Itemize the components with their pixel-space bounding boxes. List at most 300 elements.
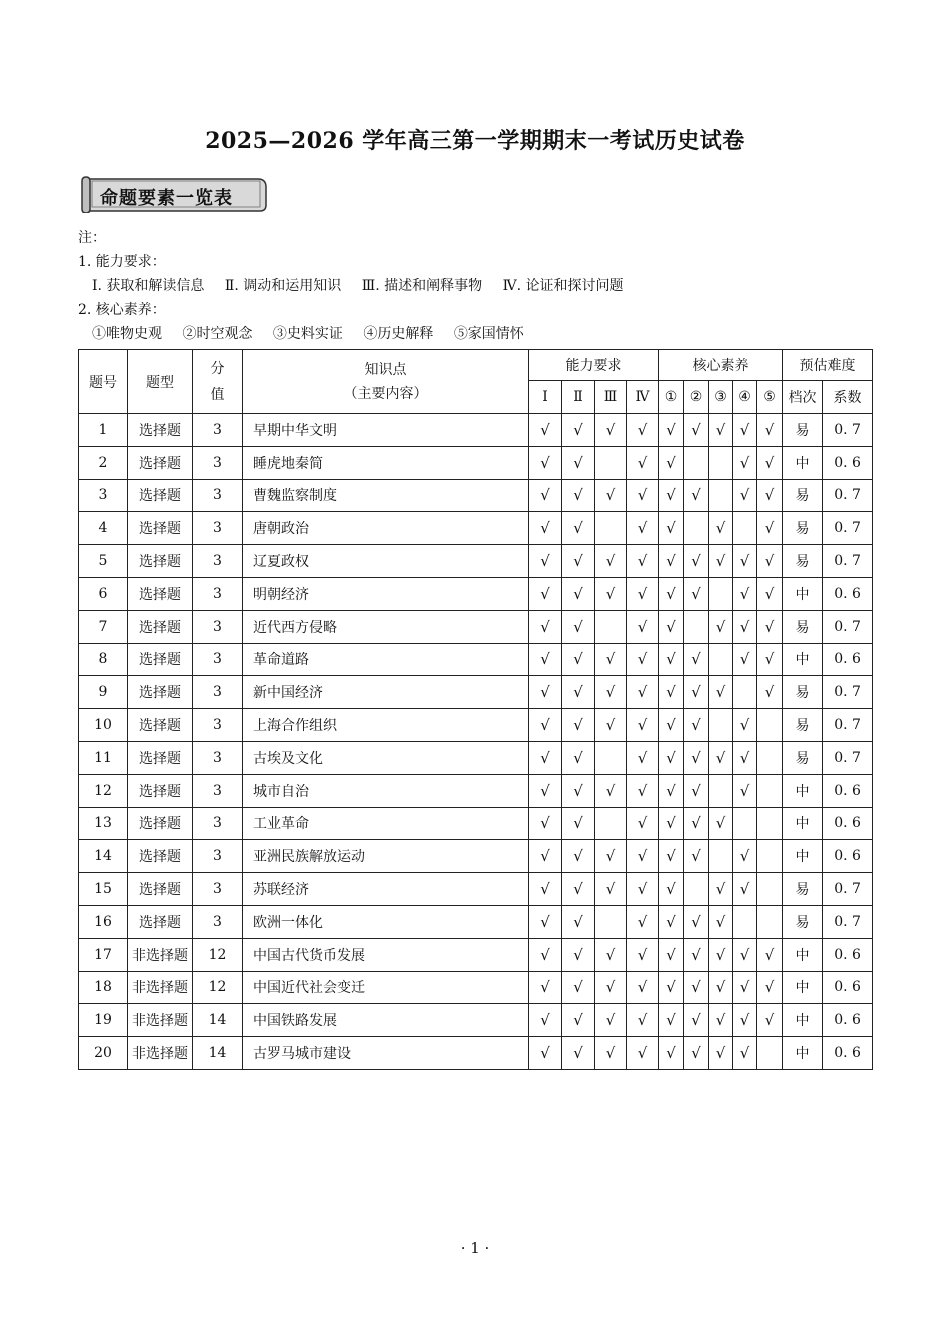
cell-literacy-check: √: [659, 512, 684, 545]
cell-coef: 0. 6: [823, 840, 873, 873]
table-row: [79, 774, 873, 807]
cell-literacy-check: √: [757, 938, 783, 971]
cell-type: 选择题: [128, 577, 193, 610]
cell-ability-check: √: [595, 479, 627, 512]
cell-literacy-check: √: [684, 905, 709, 938]
cell-literacy-check: √: [733, 1004, 757, 1037]
cell-ability-check: √: [562, 873, 595, 906]
cell-literacy-check: √: [757, 414, 783, 447]
cell-number: 20: [79, 1037, 128, 1070]
cell-literacy-check: √: [757, 643, 783, 676]
cell-literacy-check: [733, 512, 757, 545]
cell-topic: 唐朝政治: [243, 512, 529, 545]
cell-ability-check: √: [529, 840, 562, 873]
cell-literacy-check: √: [733, 938, 757, 971]
cell-literacy-check: √: [684, 938, 709, 971]
literacy-item: ⑤家国情怀: [453, 326, 524, 342]
cell-literacy-check: √: [709, 414, 733, 447]
cell-coef: 0. 6: [823, 1004, 873, 1037]
cell-score: 3: [193, 840, 243, 873]
cell-ability-check: √: [562, 414, 595, 447]
cell-ability-check: √: [529, 971, 562, 1004]
cell-ability-check: √: [529, 577, 562, 610]
cell-literacy-check: √: [757, 446, 783, 479]
cell-ability-check: √: [562, 1004, 595, 1037]
cell-ability-check: [595, 807, 627, 840]
cell-literacy-check: √: [757, 577, 783, 610]
cell-coef: 0. 6: [823, 643, 873, 676]
cell-literacy-check: √: [709, 741, 733, 774]
header-difficulty: 预估难度: [783, 350, 873, 381]
cell-ability-check: [595, 512, 627, 545]
cell-literacy-check: √: [709, 676, 733, 709]
cell-score: 3: [193, 807, 243, 840]
cell-literacy-check: [709, 643, 733, 676]
cell-literacy-check: √: [659, 905, 684, 938]
cell-topic: 中国铁路发展: [243, 1004, 529, 1037]
header-level: 档次: [783, 381, 823, 414]
cell-type: 非选择题: [128, 1004, 193, 1037]
cell-level: 中: [783, 971, 823, 1004]
cell-ability-check: √: [562, 971, 595, 1004]
literacy-item: ④历史解释: [363, 326, 434, 342]
cell-topic: 革命道路: [243, 643, 529, 676]
table-row: [79, 938, 873, 971]
cell-ability-check: √: [562, 676, 595, 709]
cell-coef: 0. 7: [823, 676, 873, 709]
cell-ability-check: √: [627, 905, 659, 938]
cell-literacy-check: √: [733, 545, 757, 578]
banner-label: 命题要素一览表: [100, 188, 233, 209]
cell-type: 选择题: [128, 414, 193, 447]
cell-literacy-check: [684, 446, 709, 479]
cell-score: 3: [193, 643, 243, 676]
cell-literacy-check: √: [709, 873, 733, 906]
cell-score: 3: [193, 512, 243, 545]
cell-literacy-check: [757, 807, 783, 840]
cell-type: 选择题: [128, 446, 193, 479]
cell-number: 16: [79, 905, 128, 938]
cell-level: 易: [783, 709, 823, 742]
cell-ability-check: [595, 610, 627, 643]
cell-literacy-check: √: [659, 873, 684, 906]
cell-literacy-check: [709, 577, 733, 610]
cell-ability-check: √: [562, 709, 595, 742]
cell-literacy-check: [757, 873, 783, 906]
cell-literacy-check: [757, 840, 783, 873]
cell-ability-check: √: [627, 971, 659, 1004]
cell-literacy-check: √: [659, 807, 684, 840]
cell-ability-check: √: [627, 1004, 659, 1037]
ability-heading: 1. 能力要求：: [78, 254, 166, 270]
cell-literacy-check: [684, 512, 709, 545]
cell-number: 4: [79, 512, 128, 545]
cell-number: 3: [79, 479, 128, 512]
cell-literacy-check: [733, 905, 757, 938]
cell-ability-check: √: [627, 512, 659, 545]
exam-elements-table: [78, 349, 873, 1070]
cell-topic: 工业革命: [243, 807, 529, 840]
cell-ability-check: √: [529, 610, 562, 643]
cell-literacy-check: √: [709, 545, 733, 578]
table-row: [79, 414, 873, 447]
table-body: [79, 414, 873, 1070]
cell-score: 3: [193, 577, 243, 610]
cell-score: 12: [193, 971, 243, 1004]
cell-level: 中: [783, 643, 823, 676]
cell-literacy-check: √: [709, 1004, 733, 1037]
cell-coef: 0. 6: [823, 938, 873, 971]
cell-coef: 0. 7: [823, 709, 873, 742]
cell-type: 选择题: [128, 873, 193, 906]
header-literacy-col: ④: [733, 381, 757, 414]
cell-literacy-check: √: [709, 807, 733, 840]
header-ability-col: Ⅰ: [529, 381, 562, 414]
cell-topic: 明朝经济: [243, 577, 529, 610]
header-literacy-col: ①: [659, 381, 684, 414]
cell-ability-check: √: [529, 446, 562, 479]
header-ability-col: Ⅳ: [627, 381, 659, 414]
cell-coef: 0. 7: [823, 512, 873, 545]
cell-literacy-check: √: [684, 643, 709, 676]
cell-literacy-check: √: [659, 741, 684, 774]
cell-coef: 0. 7: [823, 741, 873, 774]
cell-topic: 上海合作组织: [243, 709, 529, 742]
cell-topic: 苏联经济: [243, 873, 529, 906]
table-row: [79, 610, 873, 643]
cell-literacy-check: [757, 741, 783, 774]
header-type: 题型: [128, 350, 193, 414]
cell-literacy-check: √: [684, 414, 709, 447]
cell-ability-check: √: [562, 938, 595, 971]
header-literacy: 核心素养: [659, 350, 783, 381]
header-topic-sub: （主要内容）: [343, 385, 428, 402]
cell-ability-check: √: [529, 643, 562, 676]
cell-topic: 欧洲一体化: [243, 905, 529, 938]
cell-ability-check: √: [562, 577, 595, 610]
header-topic: [243, 350, 529, 414]
cell-number: 7: [79, 610, 128, 643]
cell-score: 14: [193, 1037, 243, 1070]
cell-number: 17: [79, 938, 128, 971]
notes-section: [78, 226, 640, 346]
cell-number: 15: [79, 873, 128, 906]
cell-literacy-check: √: [757, 479, 783, 512]
cell-type: 选择题: [128, 512, 193, 545]
cell-type: 选择题: [128, 774, 193, 807]
cell-level: 易: [783, 545, 823, 578]
cell-type: 非选择题: [128, 1037, 193, 1070]
cell-ability-check: √: [627, 643, 659, 676]
header-number: 题号: [79, 350, 128, 414]
cell-literacy-check: √: [659, 414, 684, 447]
cell-level: 中: [783, 446, 823, 479]
cell-literacy-check: √: [684, 709, 709, 742]
cell-topic: 古埃及文化: [243, 741, 529, 774]
ability-list: [78, 274, 640, 298]
cell-ability-check: √: [627, 479, 659, 512]
cell-number: 12: [79, 774, 128, 807]
cell-type: 选择题: [128, 610, 193, 643]
cell-literacy-check: √: [733, 1037, 757, 1070]
cell-level: 易: [783, 512, 823, 545]
cell-literacy-check: √: [709, 512, 733, 545]
cell-literacy-check: √: [733, 774, 757, 807]
cell-type: 选择题: [128, 545, 193, 578]
cell-coef: 0. 7: [823, 545, 873, 578]
cell-level: 易: [783, 414, 823, 447]
cell-coef: 0. 6: [823, 971, 873, 1004]
cell-literacy-check: √: [659, 479, 684, 512]
cell-ability-check: √: [595, 545, 627, 578]
cell-literacy-check: [709, 446, 733, 479]
cell-ability-check: √: [529, 1037, 562, 1070]
cell-topic: 中国古代货币发展: [243, 938, 529, 971]
cell-score: 14: [193, 1004, 243, 1037]
table-row: [79, 840, 873, 873]
cell-ability-check: √: [595, 971, 627, 1004]
notes-label: 注：: [78, 230, 106, 246]
cell-literacy-check: √: [659, 774, 684, 807]
cell-literacy-check: √: [757, 1004, 783, 1037]
cell-literacy-check: √: [733, 577, 757, 610]
cell-score: 3: [193, 676, 243, 709]
ability-item: Ⅰ. 获取和解读信息: [92, 278, 205, 294]
table-row: [79, 741, 873, 774]
cell-ability-check: √: [627, 807, 659, 840]
cell-literacy-check: [757, 905, 783, 938]
table-row: [79, 676, 873, 709]
header-topic-label: 知识点: [364, 361, 407, 378]
cell-ability-check: √: [562, 741, 595, 774]
cell-ability-check: √: [529, 479, 562, 512]
cell-literacy-check: √: [733, 414, 757, 447]
cell-literacy-check: √: [684, 545, 709, 578]
cell-literacy-check: √: [684, 807, 709, 840]
cell-score: 3: [193, 610, 243, 643]
cell-ability-check: √: [595, 1037, 627, 1070]
cell-literacy-check: √: [709, 1037, 733, 1070]
cell-ability-check: √: [627, 545, 659, 578]
cell-literacy-check: √: [757, 545, 783, 578]
cell-literacy-check: √: [709, 938, 733, 971]
header-literacy-col: ⑤: [757, 381, 783, 414]
table-row: [79, 479, 873, 512]
table-row: [79, 971, 873, 1004]
cell-type: 选择题: [128, 709, 193, 742]
cell-ability-check: √: [562, 512, 595, 545]
cell-ability-check: √: [529, 545, 562, 578]
page-number: · 1 ·: [460, 1239, 490, 1257]
literacy-item: ③史料实证: [272, 326, 343, 342]
cell-level: 易: [783, 610, 823, 643]
cell-number: 13: [79, 807, 128, 840]
cell-ability-check: [595, 905, 627, 938]
cell-ability-check: √: [562, 610, 595, 643]
cell-ability-check: √: [627, 446, 659, 479]
cell-literacy-check: √: [757, 971, 783, 1004]
cell-literacy-check: √: [659, 643, 684, 676]
cell-ability-check: √: [627, 676, 659, 709]
cell-ability-check: √: [529, 905, 562, 938]
cell-topic: 中国近代社会变迁: [243, 971, 529, 1004]
cell-ability-check: √: [562, 1037, 595, 1070]
cell-literacy-check: [733, 676, 757, 709]
cell-type: 选择题: [128, 905, 193, 938]
cell-literacy-check: [684, 873, 709, 906]
cell-ability-check: √: [529, 741, 562, 774]
cell-level: 中: [783, 577, 823, 610]
cell-literacy-check: √: [684, 1004, 709, 1037]
cell-number: 9: [79, 676, 128, 709]
cell-type: 选择题: [128, 807, 193, 840]
cell-literacy-check: [757, 1037, 783, 1070]
cell-coef: 0. 7: [823, 414, 873, 447]
cell-literacy-check: √: [684, 1037, 709, 1070]
cell-level: 中: [783, 774, 823, 807]
cell-ability-check: √: [595, 938, 627, 971]
cell-number: 1: [79, 414, 128, 447]
cell-ability-check: √: [595, 709, 627, 742]
table-row: [79, 577, 873, 610]
cell-ability-check: [595, 446, 627, 479]
cell-literacy-check: [709, 840, 733, 873]
cell-ability-check: √: [595, 774, 627, 807]
cell-ability-check: √: [562, 774, 595, 807]
cell-ability-check: √: [595, 643, 627, 676]
cell-level: 易: [783, 873, 823, 906]
cell-literacy-check: √: [659, 1004, 684, 1037]
table-row: [79, 1004, 873, 1037]
cell-literacy-check: √: [659, 1037, 684, 1070]
cell-score: 3: [193, 774, 243, 807]
cell-type: 非选择题: [128, 938, 193, 971]
cell-number: 5: [79, 545, 128, 578]
cell-literacy-check: √: [684, 577, 709, 610]
cell-coef: 0. 6: [823, 446, 873, 479]
cell-ability-check: √: [595, 577, 627, 610]
header-ability-col: Ⅱ: [562, 381, 595, 414]
table-row: [79, 905, 873, 938]
literacy-heading: 2. 核心素养：: [78, 302, 166, 318]
cell-ability-check: √: [529, 873, 562, 906]
cell-coef: 0. 6: [823, 577, 873, 610]
cell-literacy-check: √: [757, 676, 783, 709]
cell-literacy-check: √: [659, 840, 684, 873]
cell-ability-check: √: [627, 840, 659, 873]
cell-literacy-check: √: [733, 610, 757, 643]
cell-level: 易: [783, 676, 823, 709]
cell-score: 3: [193, 479, 243, 512]
cell-score: 3: [193, 545, 243, 578]
cell-topic: 早期中华文明: [243, 414, 529, 447]
cell-literacy-check: [757, 774, 783, 807]
cell-literacy-check: [709, 479, 733, 512]
cell-type: 非选择题: [128, 971, 193, 1004]
cell-coef: 0. 7: [823, 873, 873, 906]
header-ability-col: Ⅲ: [595, 381, 627, 414]
cell-ability-check: √: [562, 545, 595, 578]
cell-ability-check: √: [595, 1004, 627, 1037]
cell-literacy-check: √: [709, 905, 733, 938]
cell-literacy-check: √: [684, 774, 709, 807]
cell-literacy-check: √: [733, 709, 757, 742]
cell-ability-check: √: [562, 905, 595, 938]
cell-ability-check: √: [529, 774, 562, 807]
cell-level: 易: [783, 905, 823, 938]
cell-literacy-check: √: [757, 610, 783, 643]
cell-level: 中: [783, 1037, 823, 1070]
literacy-list: [78, 322, 640, 346]
cell-ability-check: √: [562, 479, 595, 512]
cell-type: 选择题: [128, 840, 193, 873]
cell-ability-check: √: [529, 709, 562, 742]
cell-ability-check: √: [595, 840, 627, 873]
cell-score: 3: [193, 446, 243, 479]
cell-ability-check: √: [595, 414, 627, 447]
cell-ability-check: √: [529, 938, 562, 971]
cell-topic: 辽夏政权: [243, 545, 529, 578]
cell-literacy-check: √: [659, 971, 684, 1004]
cell-coef: 0. 7: [823, 905, 873, 938]
cell-ability-check: √: [627, 873, 659, 906]
header-coef: 系数: [823, 381, 873, 414]
cell-number: 8: [79, 643, 128, 676]
cell-literacy-check: √: [659, 577, 684, 610]
cell-topic: 新中国经济: [243, 676, 529, 709]
ability-item: Ⅱ. 调动和运用知识: [224, 278, 342, 294]
cell-coef: 0. 6: [823, 774, 873, 807]
cell-literacy-check: √: [733, 971, 757, 1004]
cell-ability-check: √: [595, 873, 627, 906]
cell-ability-check: √: [627, 414, 659, 447]
cell-ability-check: √: [627, 1037, 659, 1070]
cell-ability-check: √: [627, 610, 659, 643]
cell-score: 3: [193, 741, 243, 774]
cell-literacy-check: √: [733, 643, 757, 676]
cell-literacy-check: √: [659, 446, 684, 479]
cell-literacy-check: [733, 807, 757, 840]
cell-literacy-check: √: [659, 545, 684, 578]
cell-ability-check: √: [529, 676, 562, 709]
cell-literacy-check: √: [684, 676, 709, 709]
cell-literacy-check: √: [757, 512, 783, 545]
cell-ability-check: √: [595, 676, 627, 709]
cell-literacy-check: √: [733, 840, 757, 873]
cell-number: 2: [79, 446, 128, 479]
cell-literacy-check: √: [709, 610, 733, 643]
table-row: [79, 709, 873, 742]
cell-literacy-check: √: [659, 676, 684, 709]
section-banner: [78, 175, 268, 213]
table-row: [79, 1037, 873, 1070]
table-row: [79, 545, 873, 578]
header-score: 分值: [193, 350, 243, 414]
table-row: [79, 643, 873, 676]
cell-ability-check: √: [529, 512, 562, 545]
cell-ability-check: √: [529, 807, 562, 840]
cell-literacy-check: √: [733, 873, 757, 906]
literacy-item: ②时空观念: [182, 326, 253, 342]
cell-ability-check: [595, 741, 627, 774]
header-literacy-col: ②: [684, 381, 709, 414]
table-row: [79, 512, 873, 545]
table-row: [79, 807, 873, 840]
cell-literacy-check: √: [684, 971, 709, 1004]
header-literacy-col: ③: [709, 381, 733, 414]
cell-literacy-check: √: [684, 479, 709, 512]
cell-literacy-check: √: [733, 479, 757, 512]
